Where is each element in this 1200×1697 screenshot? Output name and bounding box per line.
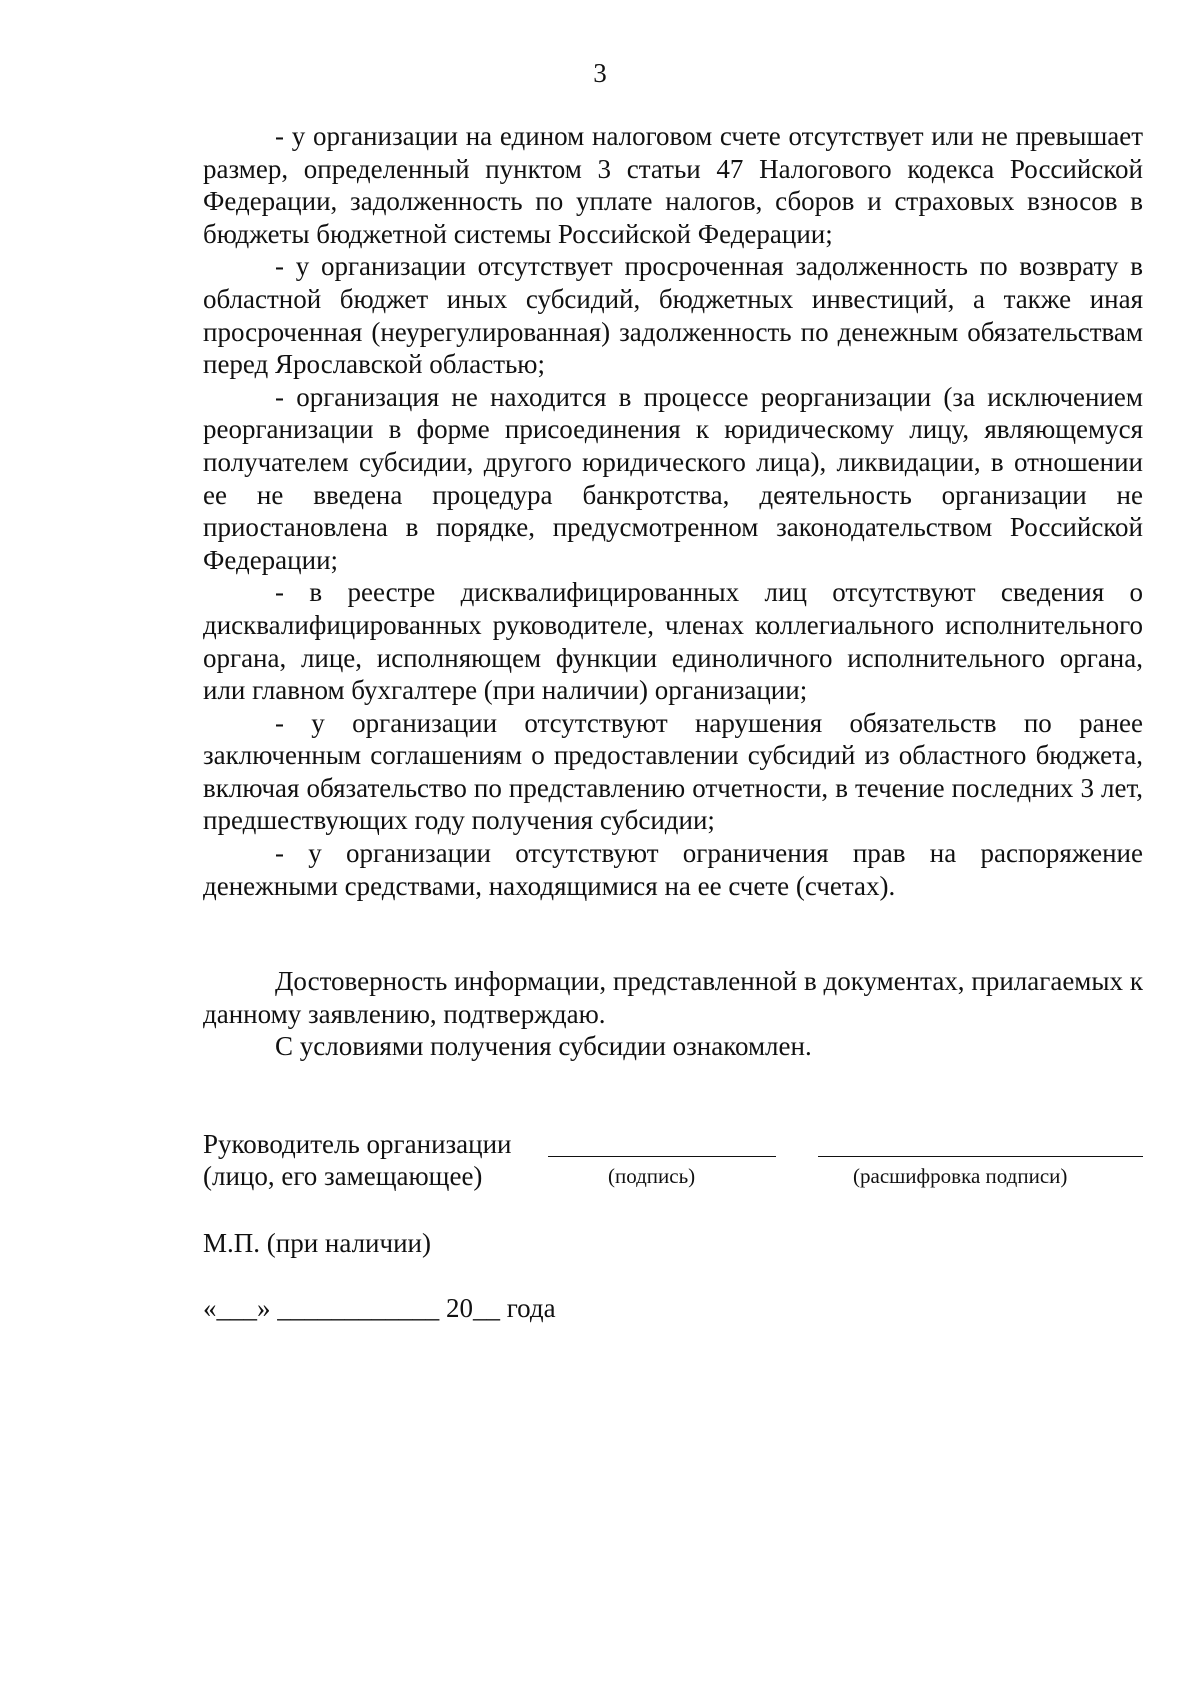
signature-caption: (подпись) <box>608 1164 696 1188</box>
condition-paragraph: - у организации отсутствует просроченная задолженность по возврату в областной бюджет иных субсидий, бюджетных инвестиций, а также иная просроченная (неурегулированная) задолженность по денежным обязательствам перед Ярославской областью; <box>203 251 1143 380</box>
stamp-place: М.П. (при наличии) <box>203 1228 431 1258</box>
signature-block <box>203 1128 1143 1208</box>
closing-statements <box>203 965 1143 1063</box>
condition-paragraph: - организация не находится в процессе реорганизации (за исключением реорганизации в форме присоединения к юридическому лицу, являющемуся получателем субсидии, другого юридического лица), ликвидации, в отношении ее не введена процедура банкротства, деятельность организации не приостановлена в порядке, предусмотренном законодательством Российской Федерации; <box>203 381 1143 575</box>
confirmation-statement: Достоверность информации, представленной в документах, прилагаемых к данному заявлению, подтверждаю. <box>203 966 1143 1029</box>
acknowledgement-statement: С условиями получения субсидии ознакомлен. <box>275 1031 812 1062</box>
signatory-label-line1: Руководитель организации <box>203 1129 512 1159</box>
date-line: «___» ____________ 20__ года <box>203 1293 556 1323</box>
signatory-label-line2: (лицо, его замещающее) <box>203 1161 483 1191</box>
condition-paragraph: - в реестре дисквалифицированных лиц отсутствуют сведения о дисквалифицированных руководителе, членах коллегиального исполнительного органа, лице, исполняющем функции единоличного исполнительного органа, или главном бухгалтере (при наличии) организации; <box>203 577 1143 706</box>
condition-paragraph: - у организации отсутствуют ограничения прав на распоряжение денежными средствами, находящимися на ее счете (счетах). <box>203 838 1143 901</box>
page-number: 3 <box>593 58 607 88</box>
signature-decode-line <box>818 1156 1143 1157</box>
condition-paragraph: - у организации на едином налоговом счете отсутствует или не превышает размер, определенный пунктом 3 статьи 47 Налогового кодекса Российской Федерации, задолженность по уплате налогов, сборов и страховых взносов в бюджеты бюджетной системы Российской Федерации; <box>203 121 1143 249</box>
signature-decode-caption: (расшифровка подписи) <box>853 1164 1068 1188</box>
signatory-label <box>203 1128 512 1192</box>
conditions-list <box>203 120 1143 902</box>
condition-paragraph: - у организации отсутствуют нарушения обязательств по ранее заключенным соглашениям о предоставлении субсидий из областного бюджета, включая обязательство по представлению отчетности, в течение последних 3 лет, предшествующих году получения субсидии; <box>203 707 1143 836</box>
signature-line <box>548 1156 776 1157</box>
